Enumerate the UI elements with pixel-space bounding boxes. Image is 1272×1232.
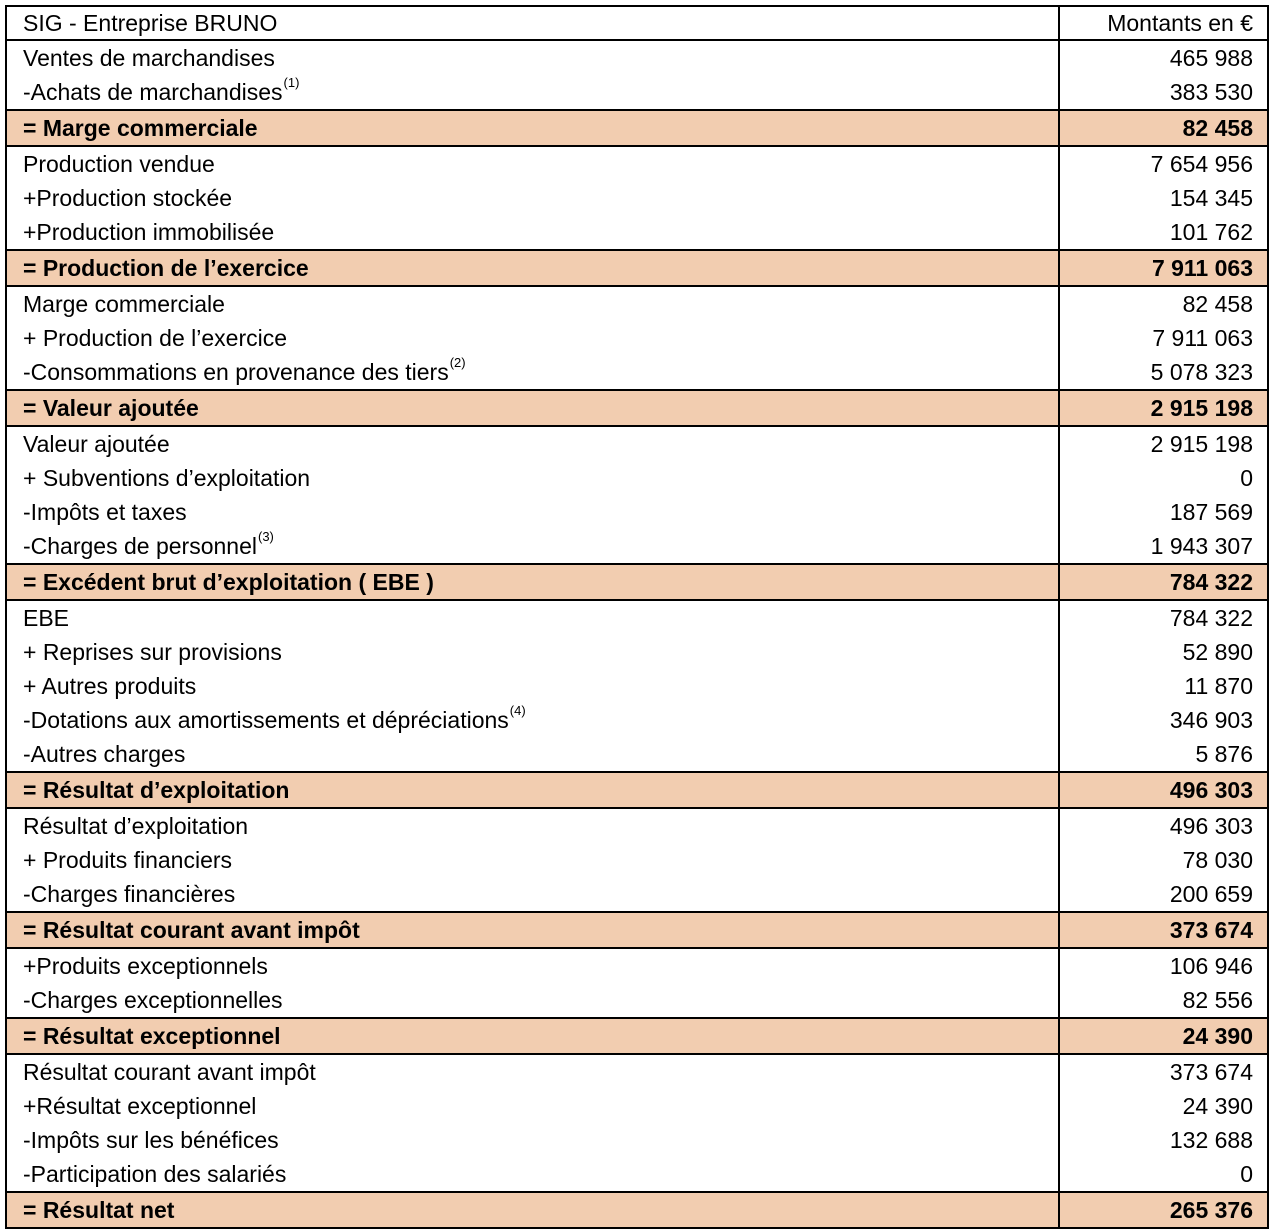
subtotal-row — [6, 772, 1268, 808]
row-label-cell — [6, 110, 1059, 146]
row-amount: 496 303 — [1059, 772, 1268, 808]
table-row — [6, 181, 1268, 215]
row-amount: 383 530 — [1059, 75, 1268, 110]
row-label: -Charges financières — [23, 881, 236, 907]
row-amount: 101 762 — [1059, 215, 1268, 250]
table-row — [6, 321, 1268, 355]
row-label-cell — [6, 529, 1059, 564]
subtotal-row — [6, 912, 1268, 948]
row-amount: 82 556 — [1059, 983, 1268, 1018]
table-row — [6, 215, 1268, 250]
row-amount: 106 946 — [1059, 948, 1268, 983]
row-amount: 346 903 — [1059, 703, 1268, 737]
subtotal-row — [6, 1018, 1268, 1054]
row-label: + Produits financiers — [23, 847, 233, 873]
row-label: = Production de l’exercice — [23, 255, 309, 281]
table-title: SIG - Entreprise BRUNO — [6, 6, 1059, 40]
table-row — [6, 1123, 1268, 1157]
table-row — [6, 1157, 1268, 1192]
row-label-cell — [6, 843, 1059, 877]
row-label-cell — [6, 461, 1059, 495]
row-label: + Autres produits — [23, 673, 197, 699]
row-label: -Participation des salariés — [23, 1161, 287, 1187]
footnote-marker: (3) — [257, 529, 274, 545]
row-label: -Charges exceptionnelles — [23, 987, 283, 1013]
row-amount: 82 458 — [1059, 110, 1268, 146]
sig-table — [5, 5, 1269, 1229]
row-label: = Résultat net — [23, 1197, 175, 1223]
row-label: -Autres charges — [23, 741, 186, 767]
row-label: = Valeur ajoutée — [23, 395, 199, 421]
subtotal-row — [6, 564, 1268, 600]
table-header-row — [6, 6, 1268, 40]
row-label: + Subventions d’exploitation — [23, 465, 311, 491]
table-row — [6, 948, 1268, 983]
row-label: = Excédent brut d’exploitation ( EBE ) — [23, 569, 434, 595]
row-label-cell — [6, 912, 1059, 948]
row-label-cell — [6, 40, 1059, 75]
table-row — [6, 669, 1268, 703]
row-label: = Résultat courant avant impôt — [23, 917, 360, 943]
row-label-cell — [6, 1054, 1059, 1089]
subtotal-row — [6, 250, 1268, 286]
row-label: -Charges de personnel — [23, 533, 257, 559]
subtotal-row — [6, 110, 1268, 146]
footnote-marker: (1) — [283, 75, 300, 91]
row-label: = Résultat d’exploitation — [23, 777, 290, 803]
row-label-cell — [6, 495, 1059, 529]
row-amount: 465 988 — [1059, 40, 1268, 75]
row-amount: 2 915 198 — [1059, 426, 1268, 461]
row-label-cell — [6, 948, 1059, 983]
table-row — [6, 635, 1268, 669]
row-amount: 24 390 — [1059, 1089, 1268, 1123]
table-row — [6, 737, 1268, 772]
row-amount: 24 390 — [1059, 1018, 1268, 1054]
row-label: Production vendue — [23, 151, 215, 177]
row-amount: 2 915 198 — [1059, 390, 1268, 426]
row-label: +Produits exceptionnels — [23, 953, 268, 979]
row-label-cell — [6, 1089, 1059, 1123]
row-label: = Marge commerciale — [23, 115, 258, 141]
row-amount: 7 911 063 — [1059, 250, 1268, 286]
row-label-cell — [6, 1123, 1059, 1157]
table-row — [6, 1054, 1268, 1089]
row-label-cell — [6, 635, 1059, 669]
row-amount: 187 569 — [1059, 495, 1268, 529]
row-label: + Reprises sur provisions — [23, 639, 282, 665]
row-amount: 78 030 — [1059, 843, 1268, 877]
row-amount: 7 654 956 — [1059, 146, 1268, 181]
row-label: Résultat d’exploitation — [23, 813, 249, 839]
row-amount: 373 674 — [1059, 1054, 1268, 1089]
row-label-cell — [6, 75, 1059, 110]
row-label-cell — [6, 703, 1059, 737]
row-amount: 82 458 — [1059, 286, 1268, 321]
table-body — [6, 40, 1268, 1228]
table-row — [6, 808, 1268, 843]
row-label: +Production immobilisée — [23, 219, 275, 245]
row-label-cell — [6, 1192, 1059, 1228]
row-amount: 132 688 — [1059, 1123, 1268, 1157]
table-row — [6, 877, 1268, 912]
row-amount: 200 659 — [1059, 877, 1268, 912]
table-row — [6, 843, 1268, 877]
table-row — [6, 461, 1268, 495]
row-label: -Impôts sur les bénéfices — [23, 1127, 279, 1153]
row-label-cell — [6, 286, 1059, 321]
table-row — [6, 146, 1268, 181]
row-label-cell — [6, 600, 1059, 635]
row-label: -Achats de marchandises — [23, 79, 283, 105]
table-row — [6, 983, 1268, 1018]
row-label-cell — [6, 321, 1059, 355]
row-label: EBE — [23, 605, 70, 631]
table-row — [6, 1089, 1268, 1123]
row-label-cell — [6, 426, 1059, 461]
subtotal-row — [6, 390, 1268, 426]
row-label-cell — [6, 772, 1059, 808]
row-amount: 0 — [1059, 1157, 1268, 1192]
row-label-cell — [6, 215, 1059, 250]
row-label: Ventes de marchandises — [23, 45, 275, 71]
row-label: -Consommations en provenance des tiers — [23, 359, 449, 385]
table-row — [6, 495, 1268, 529]
row-label-cell — [6, 669, 1059, 703]
row-label: +Résultat exceptionnel — [23, 1093, 257, 1119]
row-amount: 265 376 — [1059, 1192, 1268, 1228]
row-amount: 1 943 307 — [1059, 529, 1268, 564]
row-amount: 784 322 — [1059, 600, 1268, 635]
subtotal-row — [6, 1192, 1268, 1228]
row-label-cell — [6, 181, 1059, 215]
table-row — [6, 600, 1268, 635]
row-label-cell — [6, 1018, 1059, 1054]
row-label-cell — [6, 250, 1059, 286]
row-label-cell — [6, 1157, 1059, 1192]
row-label-cell — [6, 737, 1059, 772]
table-row — [6, 286, 1268, 321]
row-amount: 7 911 063 — [1059, 321, 1268, 355]
row-label: -Dotations aux amortissements et dépréciations — [23, 707, 509, 733]
table-row — [6, 40, 1268, 75]
row-label-cell — [6, 146, 1059, 181]
row-amount: 0 — [1059, 461, 1268, 495]
row-label-cell — [6, 564, 1059, 600]
row-label: -Impôts et taxes — [23, 499, 187, 525]
row-label-cell — [6, 390, 1059, 426]
row-amount: 5 078 323 — [1059, 355, 1268, 390]
row-label-cell — [6, 877, 1059, 912]
row-label: Valeur ajoutée — [23, 431, 170, 457]
table-row — [6, 426, 1268, 461]
table-row — [6, 75, 1268, 110]
amount-column-header: Montants en € — [1059, 6, 1268, 40]
row-amount: 11 870 — [1059, 669, 1268, 703]
row-amount: 496 303 — [1059, 808, 1268, 843]
row-label: Marge commerciale — [23, 291, 225, 317]
row-amount: 154 345 — [1059, 181, 1268, 215]
row-label: = Résultat exceptionnel — [23, 1023, 281, 1049]
row-amount: 5 876 — [1059, 737, 1268, 772]
table-row — [6, 355, 1268, 390]
table-row — [6, 703, 1268, 737]
row-amount: 784 322 — [1059, 564, 1268, 600]
row-label-cell — [6, 355, 1059, 390]
row-label-cell — [6, 808, 1059, 843]
row-label-cell — [6, 983, 1059, 1018]
row-label: Résultat courant avant impôt — [23, 1059, 316, 1085]
row-label: + Production de l’exercice — [23, 325, 288, 351]
row-amount: 52 890 — [1059, 635, 1268, 669]
table-row — [6, 529, 1268, 564]
row-amount: 373 674 — [1059, 912, 1268, 948]
row-label: +Production stockée — [23, 185, 233, 211]
footnote-marker: (4) — [509, 703, 526, 719]
footnote-marker: (2) — [449, 355, 466, 371]
